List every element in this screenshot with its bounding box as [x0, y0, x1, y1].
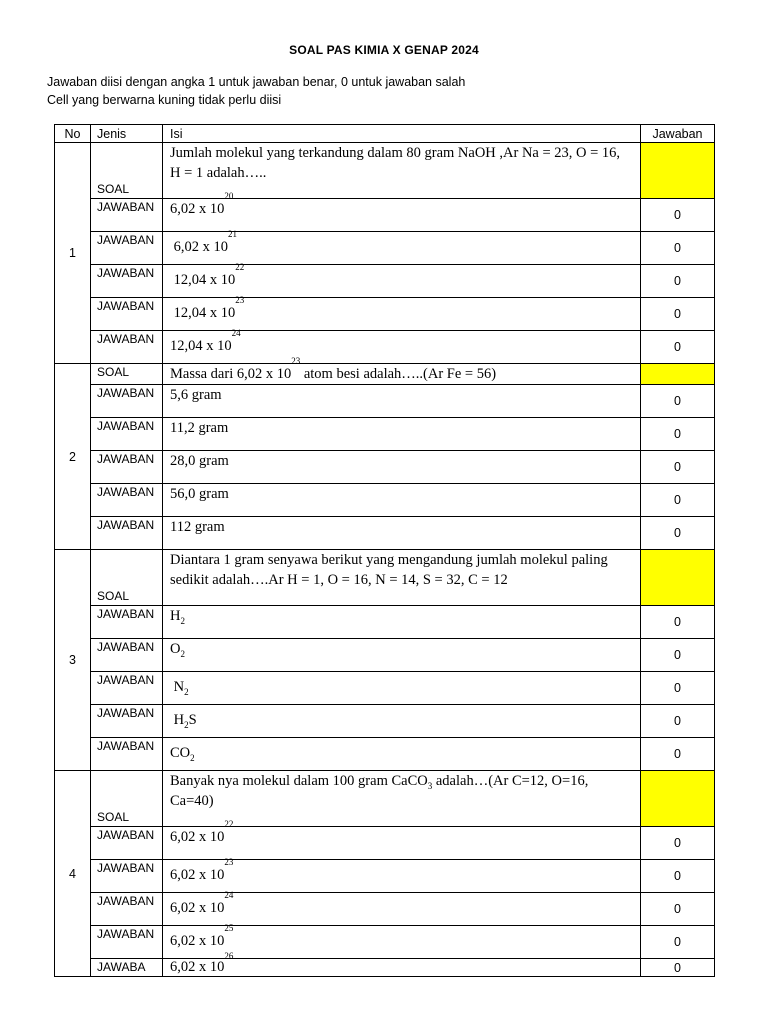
answer-value-cell[interactable]: 0: [641, 606, 715, 639]
answer-row: [55, 484, 715, 517]
jawaban-label: JAWABAN: [91, 926, 163, 959]
answer-cell-disabled: [641, 771, 715, 827]
answer-value-cell[interactable]: 0: [641, 385, 715, 418]
jawaban-label: JAWABAN: [91, 418, 163, 451]
answer-row: [55, 265, 715, 298]
option-text: 6,02 x $10^{20}$: [163, 199, 641, 232]
jawaban-label: JAWABAN: [91, 705, 163, 738]
jawaban-label: JAWABAN: [91, 639, 163, 672]
question-number: 3: [55, 550, 91, 771]
answer-value-cell[interactable]: 0: [641, 517, 715, 550]
question-number: 2: [55, 364, 91, 550]
jawaban-label: JAWABAN: [91, 451, 163, 484]
option-text: 6,02 x $10^{26}$: [163, 959, 641, 977]
answer-value-cell[interactable]: 0: [641, 451, 715, 484]
answer-cell-disabled: [641, 550, 715, 606]
answer-value-cell[interactable]: 0: [641, 639, 715, 672]
answer-row: [55, 451, 715, 484]
jawaban-label: JAWABAN: [91, 385, 163, 418]
header-jenis: Jenis: [91, 125, 163, 143]
answer-value-cell[interactable]: 0: [641, 926, 715, 959]
jawaban-label: JAWABAN: [91, 199, 163, 232]
soal-label: SOAL: [91, 550, 163, 606]
option-text: 112 gram: [163, 517, 641, 550]
answer-row: [55, 738, 715, 771]
option-text: 6,02 x $10^{22}$: [163, 827, 641, 860]
answer-row: [55, 827, 715, 860]
option-text: 11,2 gram: [163, 418, 641, 451]
answer-row: [55, 705, 715, 738]
question-number: 4: [55, 771, 91, 977]
option-text: 12,04 x $10^{24}$: [163, 331, 641, 364]
question-1-soal-row: [55, 143, 715, 199]
answer-value-cell[interactable]: 0: [641, 484, 715, 517]
jawaban-label: JAWABAN: [91, 265, 163, 298]
answer-row: [55, 298, 715, 331]
soal-label: SOAL: [91, 364, 163, 385]
answer-row: [55, 199, 715, 232]
question-text: Jumlah molekul yang terkandung dalam 80 gram NaOH ,Ar Na = 23, O = 16, H = 1 adalah…..: [163, 143, 641, 199]
jawaban-label: JAWABAN: [91, 827, 163, 860]
question-text: Diantara 1 gram senyawa berikut yang mengandung jumlah molekul paling sedikit adalah….Ar H = 1, O = 16, N = 14, S = 32, C = 12: [163, 550, 641, 606]
answer-value-cell[interactable]: 0: [641, 331, 715, 364]
header-isi: Isi: [163, 125, 641, 143]
jawaban-label: JAWABAN: [91, 331, 163, 364]
question-2-soal-row: [55, 364, 715, 385]
answer-value-cell[interactable]: 0: [641, 265, 715, 298]
answer-value-cell[interactable]: 0: [641, 827, 715, 860]
option-text: $N_2$: [163, 672, 641, 705]
option-text: 5,6 gram: [163, 385, 641, 418]
jawaban-label: JAWABAN: [91, 484, 163, 517]
answer-cell-disabled: [641, 364, 715, 385]
question-text: Massa dari 6,02 x $10^{23}$ atom besi adalah…..(Ar Fe = 56): [163, 364, 641, 385]
document-title: SOAL PAS KIMIA X GENAP 2024: [289, 43, 479, 57]
answer-row: [55, 959, 715, 977]
instruction-line-2: Cell yang berwarna kuning tidak perlu diisi: [47, 93, 282, 107]
answer-value-cell[interactable]: 0: [641, 860, 715, 893]
answer-value-cell[interactable]: 0: [641, 705, 715, 738]
answer-row: [55, 385, 715, 418]
jawaban-label: JAWABAN: [91, 606, 163, 639]
question-number: 1: [55, 143, 91, 364]
option-text: 12,04 x $10^{22}$: [163, 265, 641, 298]
answer-cell-disabled: [641, 143, 715, 199]
answer-value-cell[interactable]: 0: [641, 672, 715, 705]
question-table: [54, 124, 715, 977]
answer-row: [55, 639, 715, 672]
answer-row: [55, 893, 715, 926]
answer-row: [55, 331, 715, 364]
answer-row: [55, 232, 715, 265]
option-text: 6,02 x $10^{24}$: [163, 893, 641, 926]
option-text: 6,02 x $10^{25}$: [163, 926, 641, 959]
answer-value-cell[interactable]: 0: [641, 232, 715, 265]
option-text: 28,0 gram: [163, 451, 641, 484]
jawaban-label: JAWABAN: [91, 893, 163, 926]
soal-label: SOAL: [91, 771, 163, 827]
soal-label: SOAL: [91, 143, 163, 199]
answer-row: [55, 672, 715, 705]
answer-row: [55, 860, 715, 893]
answer-row: [55, 418, 715, 451]
answer-value-cell[interactable]: 0: [641, 199, 715, 232]
option-text: 6,02 x $10^{21}$: [163, 232, 641, 265]
jawaban-label: JAWABAN: [91, 517, 163, 550]
answer-value-cell[interactable]: 0: [641, 418, 715, 451]
header-no: No: [55, 125, 91, 143]
answer-row: [55, 606, 715, 639]
instruction-line-1: Jawaban diisi dengan angka 1 untuk jawaban benar, 0 untuk jawaban salah: [47, 75, 466, 89]
answer-value-cell[interactable]: 0: [641, 738, 715, 771]
option-text: $H_2S$: [163, 705, 641, 738]
answer-value-cell[interactable]: 0: [641, 893, 715, 926]
option-text: $H_2$: [163, 606, 641, 639]
answer-value-cell[interactable]: 0: [641, 959, 715, 977]
jawaban-label: JAWABAN: [91, 860, 163, 893]
jawaban-label: JAWABAN: [91, 738, 163, 771]
answer-value-cell[interactable]: 0: [641, 298, 715, 331]
jawaban-label: JAWABAN: [91, 232, 163, 265]
question-3-soal-row: [55, 550, 715, 606]
header-jawaban: Jawaban: [641, 125, 715, 143]
option-text: 6,02 x $10^{23}$: [163, 860, 641, 893]
jawaban-label: JAWABAN: [91, 672, 163, 705]
option-text: $O_2$: [163, 639, 641, 672]
answer-row: [55, 926, 715, 959]
question-text: Banyak nya molekul dalam 100 gram CaCO$_3$ adalah…(Ar C=12, O=16, Ca=40): [163, 771, 641, 827]
option-text: 12,04 x $10^{23}$: [163, 298, 641, 331]
jawaban-label: JAWABAN: [91, 298, 163, 331]
answer-row: [55, 517, 715, 550]
option-text: $CO_2$: [163, 738, 641, 771]
jawaban-label: JAWABA: [91, 959, 163, 977]
question-4-soal-row: [55, 771, 715, 827]
option-text: 56,0 gram: [163, 484, 641, 517]
table-header-row: [55, 125, 715, 143]
